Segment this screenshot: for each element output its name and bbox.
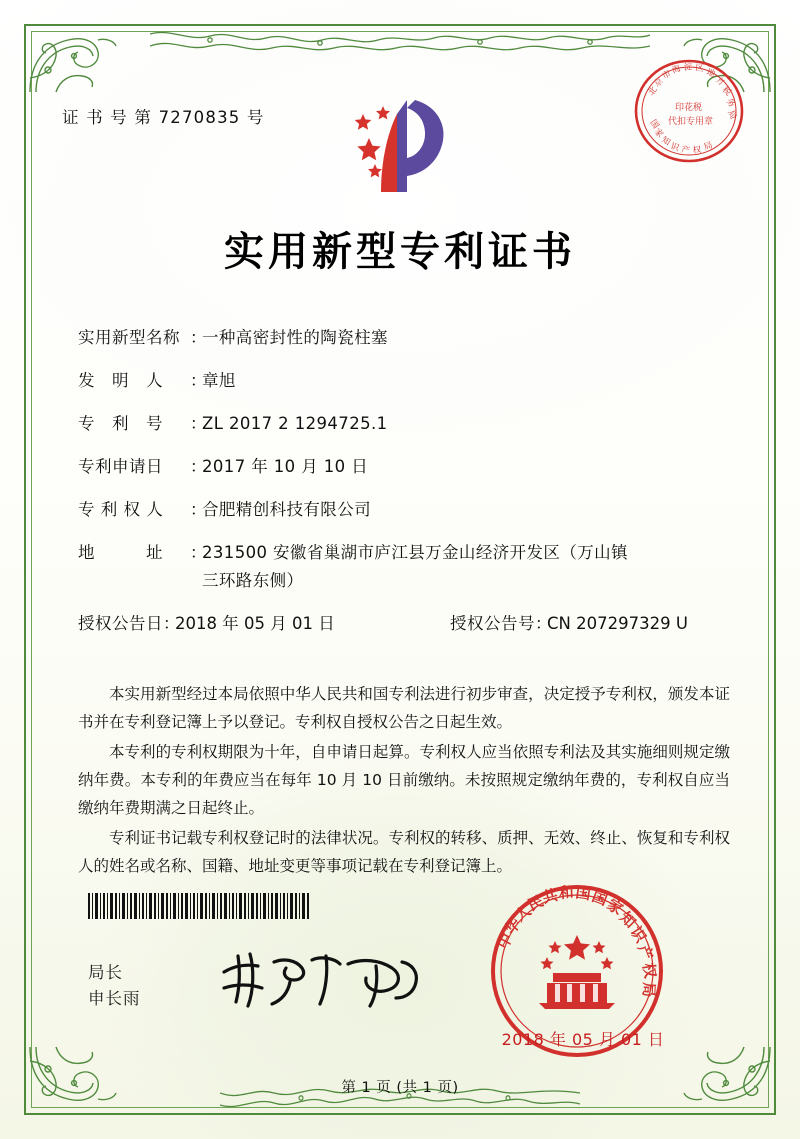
patent-office-logo-icon xyxy=(345,92,460,197)
field-value-invention-name: 一种高密封性的陶瓷柱塞 xyxy=(202,328,388,347)
field-separator: ： xyxy=(535,613,552,633)
svg-text:京: 京 xyxy=(652,76,666,90)
tax-stamp-seal-icon xyxy=(630,52,748,170)
top-border-ornament-icon xyxy=(150,26,650,66)
field-row-address xyxy=(78,545,730,589)
svg-text:国: 国 xyxy=(589,886,611,910)
paragraph-3: 专利证书记载专利权登记时的法律状况。专利权的转移、质押、无效、终止、恢复和专利权人的姓名或名称、国籍、地址变更等事项记载在专利登记簿上。 xyxy=(78,829,730,875)
svg-text:区: 区 xyxy=(694,63,705,75)
svg-text:知: 知 xyxy=(659,135,672,149)
address-line-2: 三环路东侧） xyxy=(202,570,304,590)
signature-name: 申长雨 xyxy=(88,989,141,1008)
field-value-application-date: 2017 年 10 月 10 日 xyxy=(202,457,369,476)
grant-number-group xyxy=(450,613,688,633)
certificate-body-text xyxy=(78,680,730,882)
address-line-1: 231500 安徽省巢湖市庐江县万金山经济开发区（万山镇 xyxy=(202,543,628,562)
field-separator: ： xyxy=(190,457,207,476)
svg-text:权: 权 xyxy=(692,145,702,156)
certificate-number: 证 书 号 第 7270835 号 xyxy=(62,108,265,127)
signature-title-label: 局长 xyxy=(88,963,123,982)
field-separator: ： xyxy=(190,414,207,433)
paragraph-2: 本专利的专利权期限为十年，自申请日起算。专利权人应当依照专利法及其实施细则规定缴纳年费。本专利的年费应当在每年 10 月 10 日前缴纳。未按照规定缴纳年费的，专利权自应当缴纳年费期满之日起终止。 xyxy=(78,743,730,817)
field-row-grant xyxy=(78,613,730,633)
field-separator: ： xyxy=(163,613,180,633)
field-value-address xyxy=(202,545,730,589)
svg-text:代扣专用章: 代扣专用章 xyxy=(668,117,714,127)
svg-text:家: 家 xyxy=(603,895,627,919)
grant-number-value: CN 207297329 U xyxy=(547,613,688,633)
svg-text:局: 局 xyxy=(639,981,658,998)
grant-date-group xyxy=(78,613,450,633)
svg-text:产: 产 xyxy=(634,941,657,963)
field-separator: ： xyxy=(190,543,207,562)
page-title: 实用新型专利证书 xyxy=(224,228,576,275)
svg-text:和: 和 xyxy=(558,883,575,902)
seal-date: 2018 年 05 月 01 日 xyxy=(501,1030,665,1049)
field-separator: ： xyxy=(190,371,207,390)
field-label: 地 址 xyxy=(78,543,163,562)
field-label: 实用新型名称 xyxy=(78,328,180,347)
field-separator: ： xyxy=(190,500,207,519)
svg-text:识: 识 xyxy=(668,141,681,154)
svg-text:共: 共 xyxy=(540,885,560,907)
field-separator: ： xyxy=(190,328,207,347)
svg-text:知: 知 xyxy=(616,908,640,932)
svg-text:方: 方 xyxy=(713,75,726,89)
grant-date-label: 授权公告日 xyxy=(78,613,163,633)
svg-text:民: 民 xyxy=(524,891,547,915)
barcode xyxy=(88,893,310,919)
field-label: 专利申请日 xyxy=(78,457,163,476)
field-label: 发 明 人 xyxy=(78,371,163,390)
field-value-inventor: 章旭 xyxy=(202,371,236,390)
field-row-application-date xyxy=(78,459,730,476)
svg-text:国: 国 xyxy=(574,883,593,904)
field-label: 专 利 权 人 xyxy=(78,500,164,519)
grant-date-value: 2018 年 05 月 01 日 xyxy=(175,613,335,633)
svg-text:淀: 淀 xyxy=(683,62,693,73)
svg-text:产: 产 xyxy=(680,145,691,157)
signature-block xyxy=(88,960,141,1012)
field-row-inventor xyxy=(78,373,730,390)
field-row-patentee xyxy=(78,502,730,519)
svg-text:中: 中 xyxy=(493,930,517,952)
svg-text:局: 局 xyxy=(725,108,739,121)
svg-text:国: 国 xyxy=(647,118,661,131)
page-footer: 第 1 页 (共 1 页) xyxy=(341,1080,459,1096)
field-value-patentee: 合肥精创科技有限公司 xyxy=(202,500,371,519)
svg-text:家: 家 xyxy=(651,126,665,141)
certificate-fields xyxy=(78,330,730,654)
field-row-invention-name xyxy=(78,330,730,347)
svg-text:市: 市 xyxy=(660,68,673,82)
svg-text:印花税: 印花税 xyxy=(675,103,703,113)
field-row-patent-number xyxy=(78,416,730,433)
svg-text:海: 海 xyxy=(671,63,683,76)
handwritten-signature-icon xyxy=(216,946,426,1014)
grant-number-label: 授权公告号 xyxy=(450,613,535,633)
svg-text:识: 识 xyxy=(626,923,650,946)
field-value-patent-number: ZL 2017 2 1294725.1 xyxy=(202,414,388,433)
svg-text:务: 务 xyxy=(723,96,737,110)
field-label: 专 利 号 xyxy=(78,414,163,433)
svg-text:权: 权 xyxy=(639,961,660,980)
svg-text:北: 北 xyxy=(646,84,660,98)
svg-text:税: 税 xyxy=(719,84,733,99)
corner-ornament-icon xyxy=(26,26,122,96)
svg-text:局: 局 xyxy=(702,140,715,153)
svg-text:地: 地 xyxy=(704,67,717,80)
svg-text:人: 人 xyxy=(511,901,535,926)
svg-text:华: 华 xyxy=(501,914,525,938)
paragraph-1: 本实用新型经过本局依照中华人民共和国专利法进行初步审查，决定授予专利权，颁发本证书并在专利登记簿上予以登记。专利权自授权公告之日起生效。 xyxy=(78,685,730,731)
